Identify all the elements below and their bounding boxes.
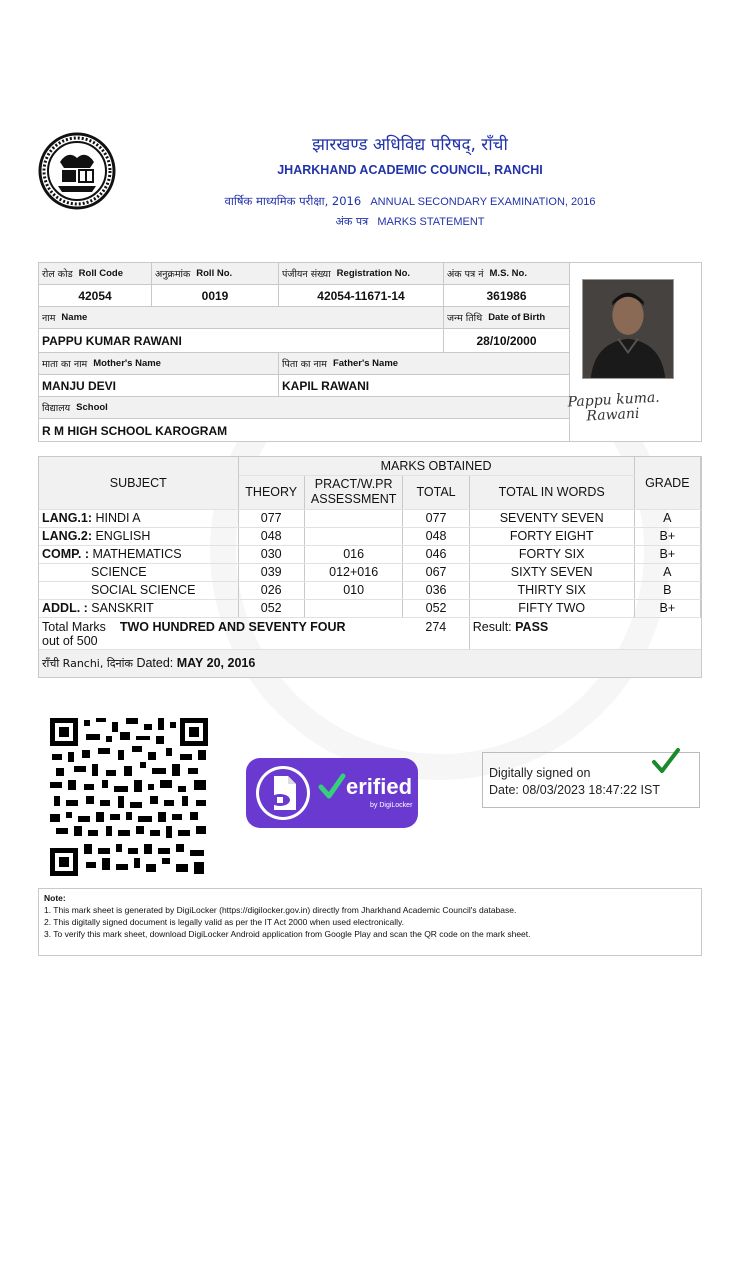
subject-name: SANSKRIT [87,601,154,615]
signature-line-1: Pappu kuma. [567,389,661,411]
words-cell: SEVENTY SEVEN [469,509,634,527]
col-total-in-words: TOTAL IN WORDS [469,475,634,509]
father-name-label [279,353,570,375]
subject-cell [39,581,238,599]
table-row [39,545,701,563]
signature-date [489,782,699,799]
digilocker-verified-badge [246,758,418,828]
note-title: Note: [44,893,66,903]
verified-subtext: by DigiLocker [370,802,413,809]
table-row [39,599,701,617]
total-cell: 077 [403,509,469,527]
note-item: 2. This digitally signed document is legally valid as per the IT Act 2000 when used electronically. [44,917,405,927]
dob-value: 28/10/2000 [444,329,570,353]
signature-check-icon [651,747,681,777]
reg-no-label-en: Registration No. [336,268,411,279]
pract-cell: 010 [304,581,403,599]
table-row [39,527,701,545]
name-label-en: Name [61,312,88,323]
green-check-icon [318,772,346,802]
exam-title-english: ANNUAL SECONDARY EXAMINATION, 2016 [370,196,596,208]
col-pract-line1: PRACT/W.PR [314,477,393,491]
words-cell: FIFTY TWO [469,599,634,617]
subject-prefix: COMP. : [42,547,89,561]
subject-cell [39,509,238,527]
subject-cell [39,563,238,581]
ms-no-label-hi: अंक पत्र नं [447,269,484,280]
statement-title-hindi: अंक पत्र [335,215,369,228]
father-name-label-hi: पिता का नाम [282,359,327,370]
note-item: 3. To verify this mark sheet, download DigiLocker Android application from Google Play and scan the QR code on the mark sheet. [44,929,531,939]
col-pract-line2: ASSESSMENT [310,492,397,506]
result-value: PASS [515,619,549,634]
name-label [39,307,444,329]
result-cell [469,617,700,649]
verified-text: erified [346,774,413,799]
document-cloud-icon [254,764,312,822]
subject-prefix: ADDL. : [42,601,88,615]
table-row [39,581,701,599]
subject-name: SCIENCE [91,565,147,579]
note-item: 1. This mark sheet is generated by DigiLocker (https://digilocker.gov.in) directly from Jharkhand Academic Council's database. [44,905,517,915]
total-cell: 036 [403,581,469,599]
pract-cell [304,599,403,617]
exam-title [0,194,740,209]
col-grade: GRADE [634,457,700,509]
total-cell: 046 [403,545,469,563]
subject-name: ENGLISH [92,529,151,543]
subject-prefix: LANG.2: [42,529,92,543]
ms-no-value: 361986 [444,285,570,307]
theory-cell: 039 [238,563,304,581]
roll-code-label [39,263,152,285]
grade-cell: B+ [634,545,700,563]
roll-code-label-en: Roll Code [78,268,123,279]
col-pract [304,475,403,509]
pract-cell: 016 [304,545,403,563]
subject-name: MATHEMATICS [89,547,182,561]
total-cell: 048 [403,527,469,545]
father-name-value: KAPIL RAWANI [279,375,570,397]
pract-cell: 012+016 [304,563,403,581]
roll-code-label-hi: रोल कोड [42,269,73,280]
school-label [39,397,570,419]
table-row [39,509,701,527]
col-theory: THEORY [238,475,304,509]
dob-label [444,307,570,329]
theory-cell: 077 [238,509,304,527]
total-marks-cell [39,617,403,649]
name-label-hi: नाम [42,313,56,324]
theory-cell: 052 [238,599,304,617]
table-row [39,563,701,581]
total-row [39,617,701,649]
grade-cell: A [634,509,700,527]
council-title-english: JHARKHAND ACADEMIC COUNCIL, RANCHI [277,163,543,177]
pract-cell [304,527,403,545]
mother-name-label-en: Mother's Name [93,358,161,369]
mother-name-value: MANJU DEVI [39,375,279,397]
subject-prefix: LANG.1: [42,511,92,525]
words-cell: SIXTY SEVEN [469,563,634,581]
signature-line-2: Rawani [586,405,640,425]
roll-no-label [152,263,279,285]
words-cell: FORTY SIX [469,545,634,563]
exam-title-hindi: वार्षिक माध्यमिक परीक्षा, 2016 [224,194,362,208]
words-cell: FORTY EIGHT [469,527,634,545]
total-marks-words: TWO HUNDRED AND SEVENTY FOUR [119,619,346,634]
student-photo [582,279,674,379]
grade-cell: B+ [634,527,700,545]
roll-code-value: 42054 [39,285,152,307]
result-label: Result: [472,619,512,634]
digitally-signed-text: Digitally signed on [489,766,591,780]
marks-table [38,456,702,678]
school-label-hi: विद्यालय [42,403,71,414]
statement-title-english: MARKS STATEMENT [377,216,485,228]
theory-cell: 048 [238,527,304,545]
school-value: R M HIGH SCHOOL KAROGRAM [39,419,570,442]
total-marks-value: 274 [403,617,469,649]
total-out-of: out of 500 [42,633,98,648]
subject-cell [39,527,238,545]
mother-name-label [39,353,279,375]
theory-cell: 030 [238,545,304,563]
theory-cell: 026 [238,581,304,599]
col-marks-obtained: MARKS OBTAINED [238,457,634,475]
ms-no-label-en: M.S. No. [489,268,527,279]
note-box [38,888,702,956]
roll-no-value: 0019 [152,285,279,307]
ms-no-label [444,263,570,285]
signature-date-value: 08/03/2023 18:47:22 IST [522,783,660,797]
date-label: Dated: [136,655,174,670]
grade-cell: A [634,563,700,581]
digital-signature-box [482,752,700,808]
qr-code[interactable] [48,716,210,878]
statement-title [0,214,740,229]
grade-cell: B [634,581,700,599]
grade-cell: B+ [634,599,700,617]
father-name-label-en: Father's Name [332,358,399,369]
date-row [39,649,701,677]
words-cell: THIRTY SIX [469,581,634,599]
total-cell: 052 [403,599,469,617]
subject-cell [39,599,238,617]
dob-label-en: Date of Birth [488,312,546,323]
subject-cell [39,545,238,563]
student-name-value: PAPPU KUMAR RAWANI [39,329,444,353]
date-cell [39,649,701,677]
reg-no-value: 42054-11671-14 [279,285,444,307]
mother-name-label-hi: माता का नाम [42,359,88,370]
subject-name: SOCIAL SCIENCE [91,583,196,597]
school-label-en: School [76,402,108,413]
col-subject: SUBJECT [39,457,238,509]
col-total: TOTAL [403,475,469,509]
date-label-hi: राँची Ranchi, दिनांक [42,656,133,670]
roll-no-label-en: Roll No. [196,268,233,279]
total-cell: 067 [403,563,469,581]
subject-name: HINDI A [92,511,141,525]
reg-no-label [279,263,444,285]
signature-date-label: Date: [489,783,519,797]
pract-cell [304,509,403,527]
date-value: MAY 20, 2016 [176,655,256,670]
reg-no-label-hi: पंजीयन संख्या [282,269,331,280]
total-marks-label: Total Marks [42,619,106,634]
dob-label-hi: जन्म तिथि [447,313,483,324]
council-title-hindi: झारखण्ड अधिविद्य परिषद्, राँची [312,135,508,155]
roll-no-label-hi: अनुक्रमांक [155,269,191,280]
